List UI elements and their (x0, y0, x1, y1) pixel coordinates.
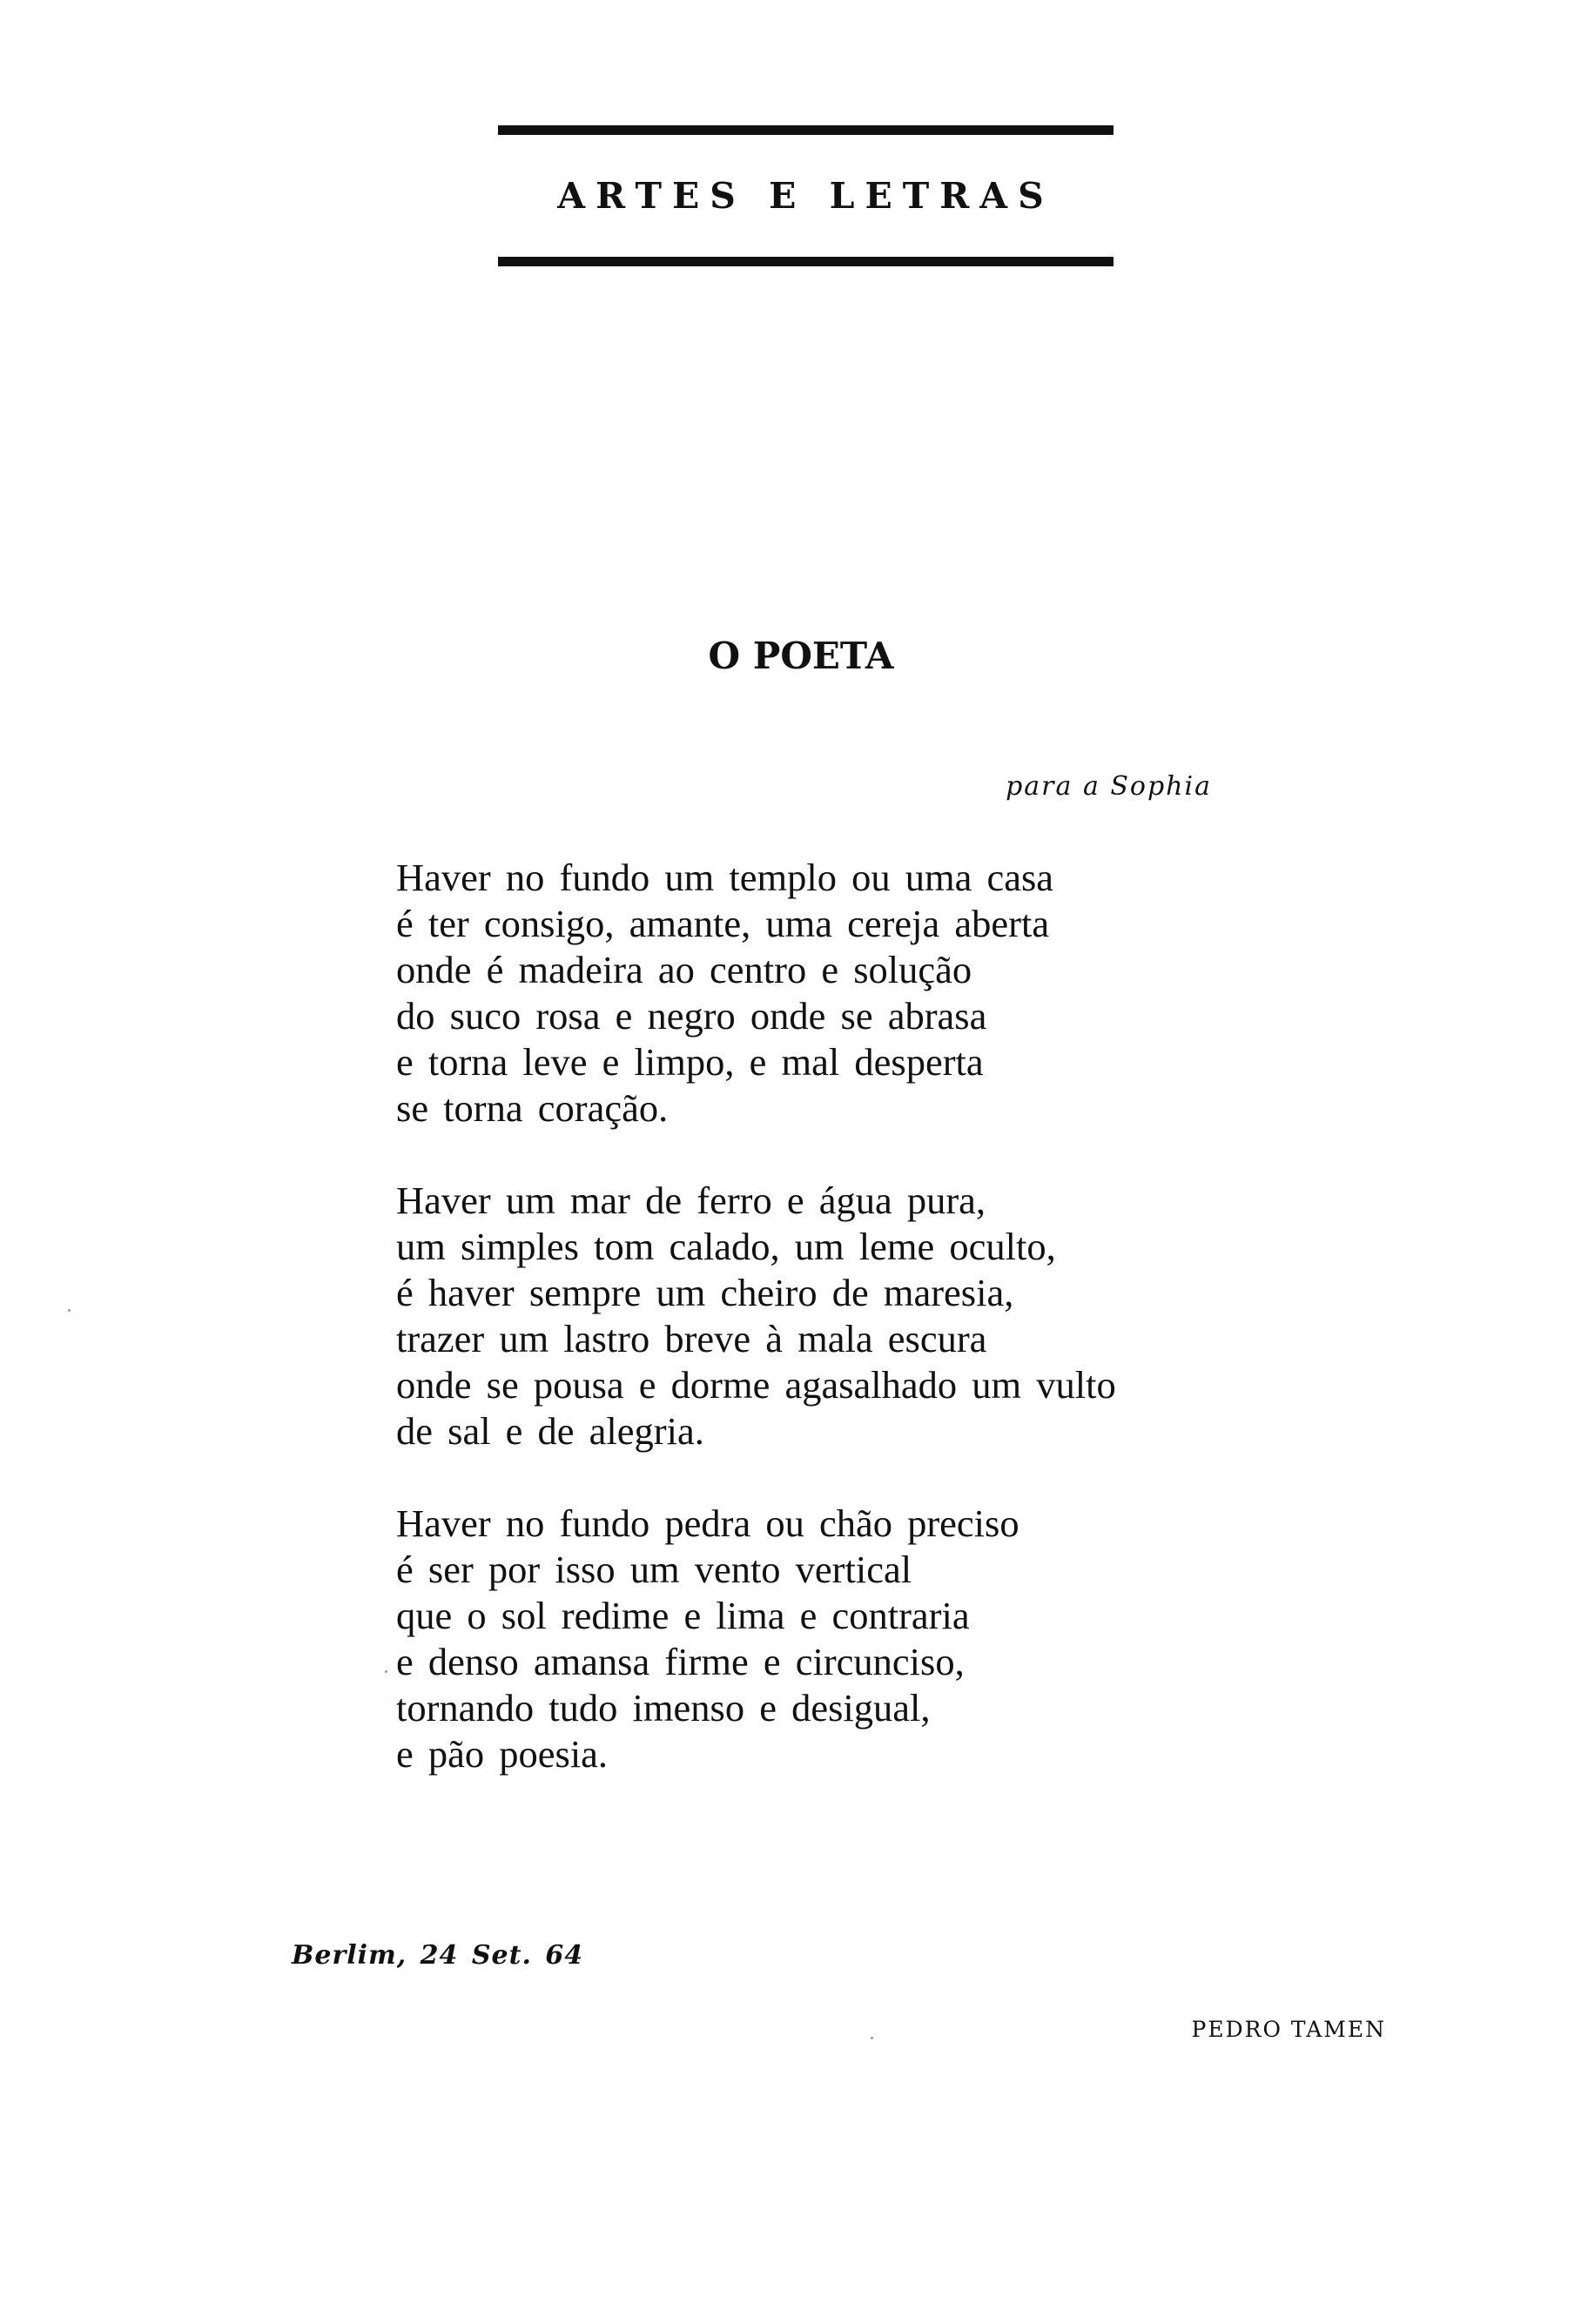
header-rule-bottom (498, 257, 1114, 266)
section-title: ARTES E LETRAS (557, 175, 1054, 217)
poem-line: se torna coração. (396, 1086, 669, 1130)
stanza-1 (396, 855, 1267, 1132)
poem-line: e torna leve e limpo, e mal desperta (396, 1040, 984, 1084)
stanza-2 (396, 1178, 1267, 1454)
header-rule-top (498, 125, 1114, 135)
paper-speck (871, 2037, 873, 2039)
poem-line: Haver um mar de ferro e água pura, (396, 1179, 986, 1222)
poem-line: Haver no fundo pedra ou chão preciso (396, 1501, 1019, 1545)
poem-line: é ser por isso um vento vertical (396, 1548, 912, 1591)
poem-line: é ter consigo, amante, uma cereja aberta (396, 902, 1050, 945)
poem-line: trazer um lastro breve à mala escura (396, 1317, 987, 1360)
poem-line: Haver no fundo um templo ou uma casa (396, 856, 1054, 899)
poem-dedication: para a Sophia (1006, 771, 1212, 802)
poem-line: onde se pousa e dorme agasalhado um vulto (396, 1363, 1116, 1407)
poem-line: onde é madeira ao centro e solução (396, 948, 972, 991)
poem-line: que o sol redime e lima e contraria (396, 1594, 970, 1637)
poem-line: do suco rosa e negro onde se abrasa (396, 994, 987, 1038)
poem-line: tornando tudo imenso e desigual, (396, 1686, 931, 1730)
poem-line: e denso amansa firme e circunciso, (396, 1640, 965, 1683)
poem-line: e pão poesia. (396, 1732, 609, 1776)
place-date: Berlim, 24 Set. 64 (292, 1940, 584, 1971)
poem-line: de sal e de alegria. (396, 1409, 704, 1453)
poem-body (396, 855, 1267, 1824)
poem-line: um simples tom calado, um leme oculto, (396, 1225, 1056, 1268)
paper-speck (385, 1670, 387, 1673)
author-signature: PEDRO TAMEN (1191, 2017, 1386, 2042)
stanza-3 (396, 1501, 1267, 1777)
poem-line: é haver sempre um cheiro de maresia, (396, 1271, 1014, 1314)
poem-title: O POETA (708, 635, 894, 677)
paper-speck (68, 1309, 71, 1312)
